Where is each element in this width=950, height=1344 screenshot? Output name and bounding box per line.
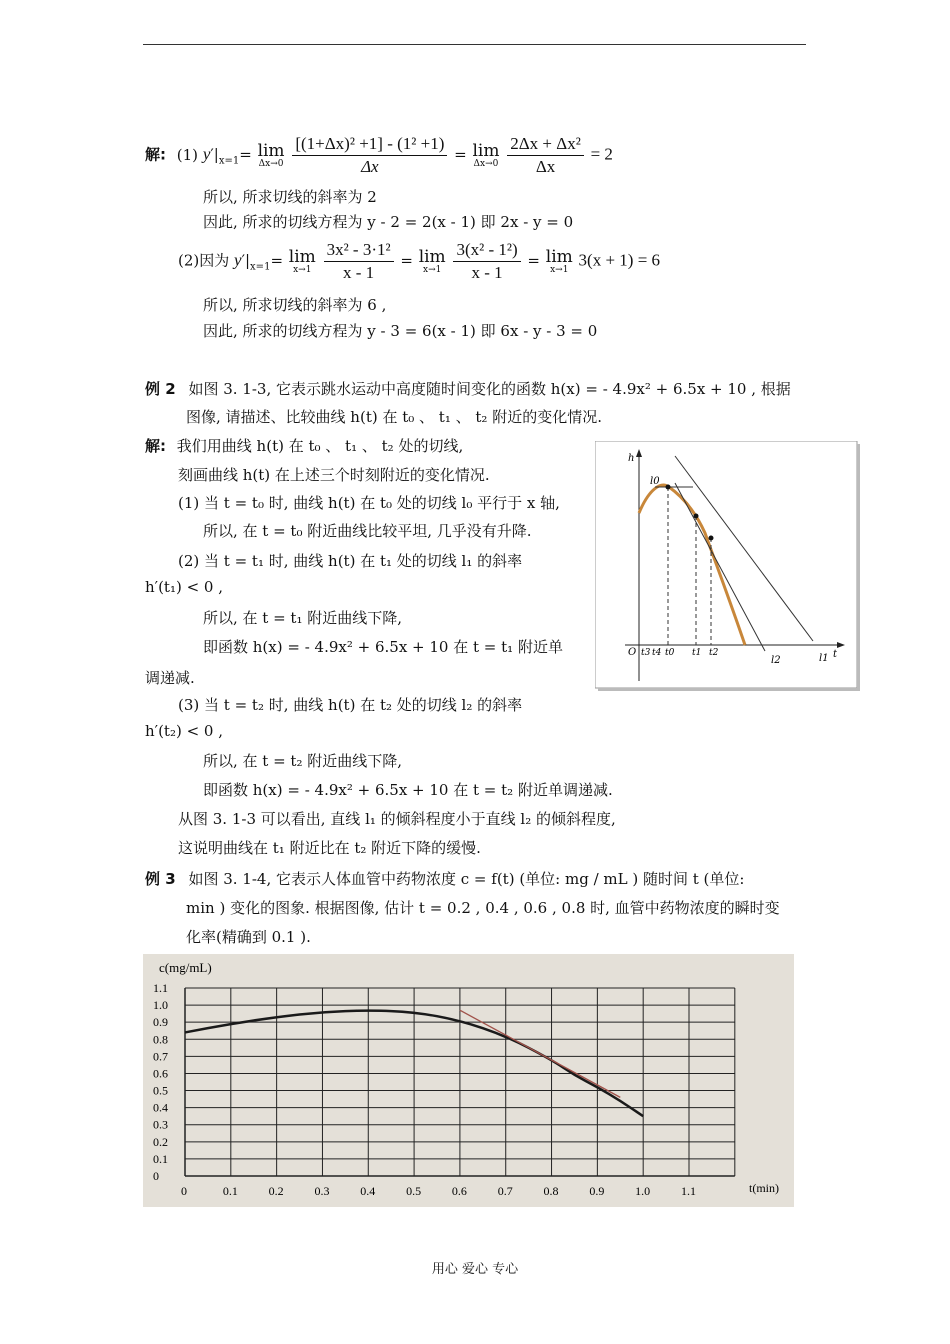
x-tick-label-6: 0.6 (451, 1184, 467, 1198)
t-label: t (833, 649, 838, 660)
fraction-3: $\frac{\text{3x² - 3·1²}}{x - 1}$ (324, 240, 394, 283)
x-axis-label: t(min) (749, 1181, 779, 1195)
limit-1: lim Δx→0 (257, 140, 285, 169)
y-tick-label-0: 0 (153, 1169, 159, 1183)
h-label: h (628, 453, 635, 464)
x-tick-label-8: 0.8 (543, 1184, 559, 1198)
y-tick-label-9: 0.9 (153, 1015, 168, 1030)
tick-t4: t4 (652, 648, 662, 658)
tangent-line-2: 因此, 所求的切线方程为 y - 3 = 6(x - 1) 即 6x - y - 3 = 0 (203, 322, 598, 340)
ex2-line-s2: 刻画曲线 h(t) 在上述三个时刻附近的变化情况. (178, 466, 490, 484)
fraction-1: $\frac{\text{[(1+Δx)² +1] - (1² +1)}}{\Delta x}$ (292, 134, 447, 177)
x-tick-label-7: 0.7 (497, 1184, 513, 1198)
example-3-line-1 (145, 868, 744, 889)
example-2-text-1: 如图 3. 1-3, 它表示跳水运动中高度随时间变化的函数 h(x) = - 4.9x² + 6.5x + 10 , 根据 (188, 380, 791, 398)
slope-line-1: 所以, 所求切线的斜率为 2 (203, 188, 377, 206)
point-t0 (666, 485, 671, 490)
limit-4: lim x→1 (418, 246, 446, 275)
tick-t2: t2 (709, 648, 719, 658)
ex2-line-s12: 所以, 在 t = t₂ 附近曲线下降, (203, 752, 403, 770)
ex2-line-s8: 即函数 h(x) = - 4.9x² + 6.5x + 10 在 t = t₁ 附近单 (203, 638, 563, 656)
y-tick-label-2: 0.2 (153, 1134, 168, 1149)
example-2-line-1 (145, 378, 791, 399)
example-3-label: 例 3 (145, 870, 176, 888)
x-tick-label-11: 1.1 (681, 1184, 696, 1198)
fraction-4: $\frac{\text{3(x² - 1²)}}{x - 1}$ (453, 240, 520, 283)
ex2-line-s5: (2) 当 t = t₁ 时, 曲线 h(t) 在 t₁ 处的切线 l₁ 的斜率 (178, 552, 523, 570)
example-2-label: 例 2 (145, 380, 176, 398)
tick-t1: t1 (692, 648, 702, 658)
figure-shadow (857, 444, 860, 691)
ex2-line-s11: h′(t₂) < 0 , (145, 722, 223, 740)
ex2-line-s4: 所以, 在 t = t₀ 附近曲线比较平坦, 几乎没有升降. (203, 522, 532, 540)
x-tick-label-4: 0.4 (360, 1184, 376, 1198)
example-3-text-3: 化率(精确到 0.1 ). (186, 928, 311, 946)
x-tick-label-3: 0.3 (314, 1184, 330, 1198)
x-tick-label-2: 0.2 (268, 1184, 284, 1198)
ex2-line-s7: 所以, 在 t = t₁ 附近曲线下降, (203, 609, 403, 627)
y-axis-label: c(mg/mL) (159, 960, 212, 975)
y-tick-label-10: 1.0 (153, 998, 168, 1013)
origin-label: O (628, 647, 637, 658)
example-2-solution-label: 解: (145, 437, 166, 455)
l2-label: l2 (771, 655, 781, 666)
ex2-line-s6: h′(t₁) < 0 , (145, 578, 223, 596)
part-1-label: (1) (176, 145, 199, 164)
y-tick-label-7: 0.7 (153, 1049, 168, 1064)
x-tick-label-10: 1.0 (635, 1184, 651, 1198)
solution-1-line-1: 解: (1) $y'|_{x=1}=$ lim Δx→0 $\frac{\text{[(1+Δx)² +1] - (1² +1)}}{\Delta x}$ = lim Δx→0 $\frac{\text{2Δx + Δx²}}{\Delta x}$ = 2 (145, 134, 613, 176)
slope-line-2: 所以, 所求切线的斜率为 6 , (203, 296, 387, 314)
fraction-2: $\frac{\text{2Δx + Δx²}}{\Delta x}$ (507, 134, 584, 177)
ex2-line-s3: (1) 当 t = t₀ 时, 曲线 h(t) 在 t₀ 处的切线 l₀ 平行于 x 轴, (178, 494, 560, 512)
tick-t0: t0 (665, 648, 675, 658)
y-tick-label-5: 0.5 (153, 1083, 168, 1098)
ex2-line-s9: 调递减. (145, 669, 195, 687)
y-tick-label-4: 0.4 (153, 1100, 168, 1115)
solution-1-part-2: (2)因为 $y'|_{x=1}=$ lim x→1 $\frac{\text{3x² - 3·1²}}{x - 1}$ = lim x→1 $\frac{\text{3(x² - 1²)}}{x - 1}$ = lim x→1 3(x + 1) = 6 (178, 240, 661, 282)
limit-2: lim Δx→0 (472, 140, 500, 169)
point-t2 (709, 536, 714, 541)
chart-background (143, 954, 794, 1207)
y-tick-label-6: 0.6 (153, 1066, 168, 1081)
x-tick-label-5: 0.5 (406, 1184, 422, 1198)
footer: 用心 爱心 专心 (431, 1262, 519, 1277)
eval-subscript: x=1 (218, 155, 240, 167)
y-tick-label-3: 0.3 (153, 1117, 168, 1132)
x-tick-label-0: 0 (181, 1184, 187, 1198)
l1-label: l1 (819, 653, 829, 664)
tangent-line-1: 因此, 所求的切线方程为 y - 2 = 2(x - 1) 即 2x - y = 0 (203, 213, 574, 231)
y-tick-label-8: 0.8 (153, 1032, 168, 1047)
x-tick-label-1: 0.1 (222, 1184, 238, 1198)
limit-5: lim x→1 (545, 246, 573, 275)
x-tick-label-9: 0.9 (589, 1184, 605, 1198)
result-1: = 2 (590, 144, 613, 164)
l0-label: l0 (650, 476, 660, 487)
example-3-text-1: 如图 3. 1-4, 它表示人体血管中药物浓度 c = f(t) (单位: mg / mL ) 随时间 t (单位: (188, 870, 745, 888)
ex2-line-s15: 这说明曲线在 t₁ 附近比在 t₂ 附近下降的缓慢. (178, 839, 481, 857)
header-rule (143, 44, 806, 45)
tick-t3: t3 (641, 648, 651, 658)
y-tick-label-11: 1.1 (153, 981, 168, 995)
ex2-line-s13: 即函数 h(x) = - 4.9x² + 6.5x + 10 在 t = t₂ 附近单调递减. (203, 781, 613, 799)
y-tick-label-1: 0.1 (153, 1151, 168, 1166)
limit-3: lim x→1 (288, 246, 316, 275)
example-2-solution-line-1: 解: 我们用曲线 h(t) 在 t₀ 、 t₁ 、 t₂ 处的切线, (145, 437, 464, 455)
example-3-text-2: min ) 变化的图象. 根据图像, 估计 t = 0.2 , 0.4 , 0.6 , 0.8 时, 血管中药物浓度的瞬时变 (186, 899, 780, 917)
figure-3-1-3 (595, 441, 860, 691)
ex2-line-s10: (3) 当 t = t₂ 时, 曲线 h(t) 在 t₂ 处的切线 l₂ 的斜率 (178, 696, 523, 714)
example-2-text-2: 图像, 请描述、比较曲线 h(t) 在 t₀ 、 t₁ 、 t₂ 附近的变化情况. (186, 408, 602, 426)
figure-shadow-bottom (598, 688, 860, 691)
solution-label: 解: (145, 145, 166, 164)
figure-3-1-4-chart (143, 954, 794, 1207)
point-t1 (694, 514, 699, 519)
ex2-line-s14: 从图 3. 1-3 可以看出, 直线 l₁ 的倾斜程度小于直线 l₂ 的倾斜程度, (178, 810, 616, 828)
